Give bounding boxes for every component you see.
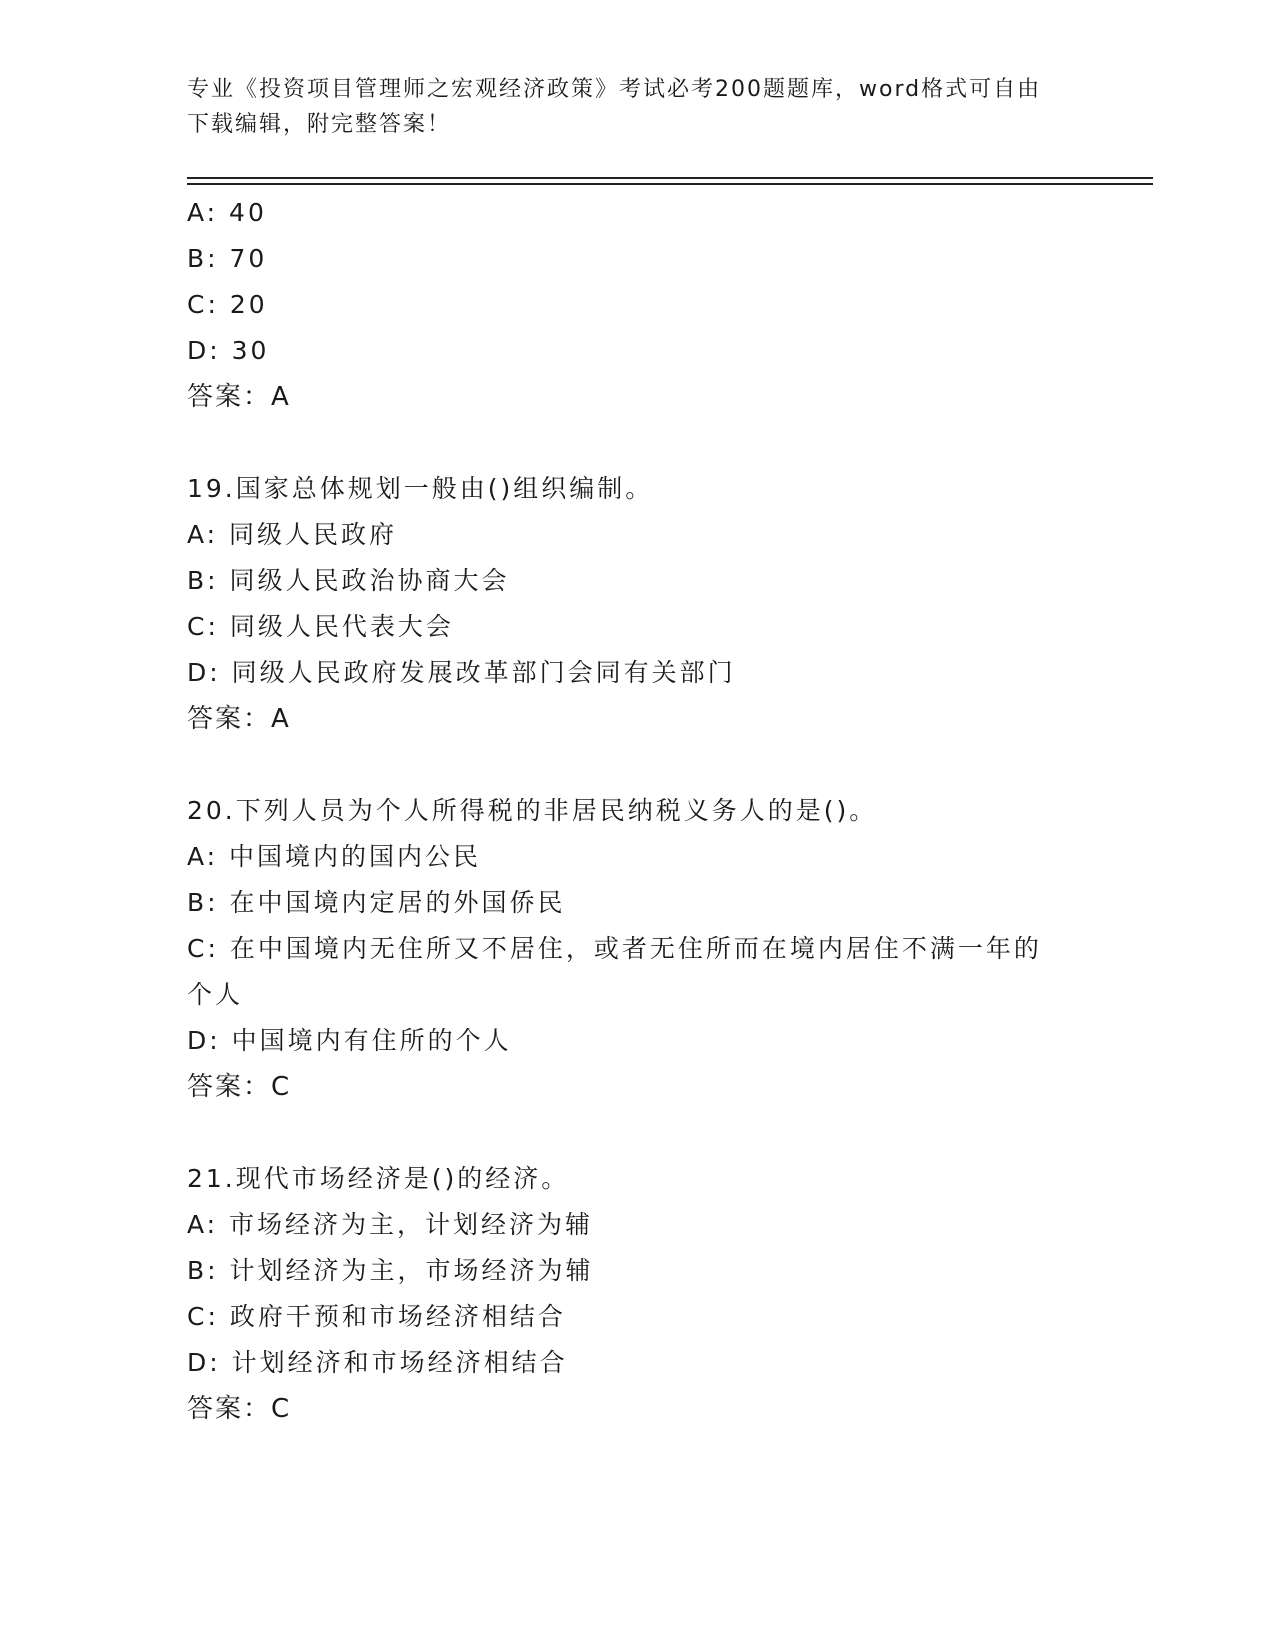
q20-option-d: D: 中国境内有住所的个人 (187, 1026, 512, 1055)
q21-option-b: B: 计划经济为主，市场经济为辅 (187, 1256, 594, 1285)
q18-option-b: B: 70 (187, 244, 268, 273)
question-list (187, 190, 1087, 1432)
question-19-block (187, 466, 1087, 742)
question-18-block (187, 190, 1087, 420)
spacer (187, 742, 1087, 788)
q21-answer: 答案：C (187, 1394, 292, 1424)
q20-answer: 答案：C (187, 1072, 292, 1102)
q20-option-a: A: 中国境内的国内公民 (187, 842, 482, 871)
q20-option-b: B: 在中国境内定居的外国侨民 (187, 888, 566, 917)
question-20-block (187, 788, 1087, 1110)
q18-option-a: A: 40 (187, 198, 267, 227)
q20-option-c-continued: 个人 (187, 980, 244, 1009)
q21-option-d: D: 计划经济和市场经济相结合 (187, 1348, 568, 1377)
header-line-2: 下载编辑，附完整答案！ (187, 112, 452, 137)
q20-question: 20.下列人员为个人所得税的非居民纳税义务人的是()。 (187, 796, 878, 825)
question-21-block (187, 1156, 1087, 1432)
spacer (187, 1110, 1087, 1156)
q21-option-a: A: 市场经济为主，计划经济为辅 (187, 1210, 594, 1239)
header-rule-top (187, 177, 1153, 179)
q21-question: 21.现代市场经济是()的经济。 (187, 1164, 570, 1193)
header-rule-bottom (187, 183, 1153, 185)
document-header (187, 72, 1087, 142)
q19-option-b: B: 同级人民政治协商大会 (187, 566, 510, 595)
header-line-1: 专业《投资项目管理师之宏观经济政策》考试必考200题题库，word格式可自由 (187, 77, 1042, 102)
q19-answer: 答案：A (187, 704, 291, 734)
q19-option-a: A: 同级人民政府 (187, 520, 398, 549)
q21-option-c: C: 政府干预和市场经济相结合 (187, 1302, 566, 1331)
q19-option-c: C: 同级人民代表大会 (187, 612, 454, 641)
q18-option-c: C: 20 (187, 290, 268, 319)
q19-option-d: D: 同级人民政府发展改革部门会同有关部门 (187, 658, 736, 687)
spacer (187, 420, 1087, 466)
q18-option-d: D: 30 (187, 336, 270, 365)
q20-option-c: C: 在中国境内无住所又不居住，或者无住所而在境内居住不满一年的 (187, 934, 1042, 963)
q19-question: 19.国家总体规划一般由()组织编制。 (187, 474, 654, 503)
q18-answer: 答案：A (187, 382, 291, 412)
